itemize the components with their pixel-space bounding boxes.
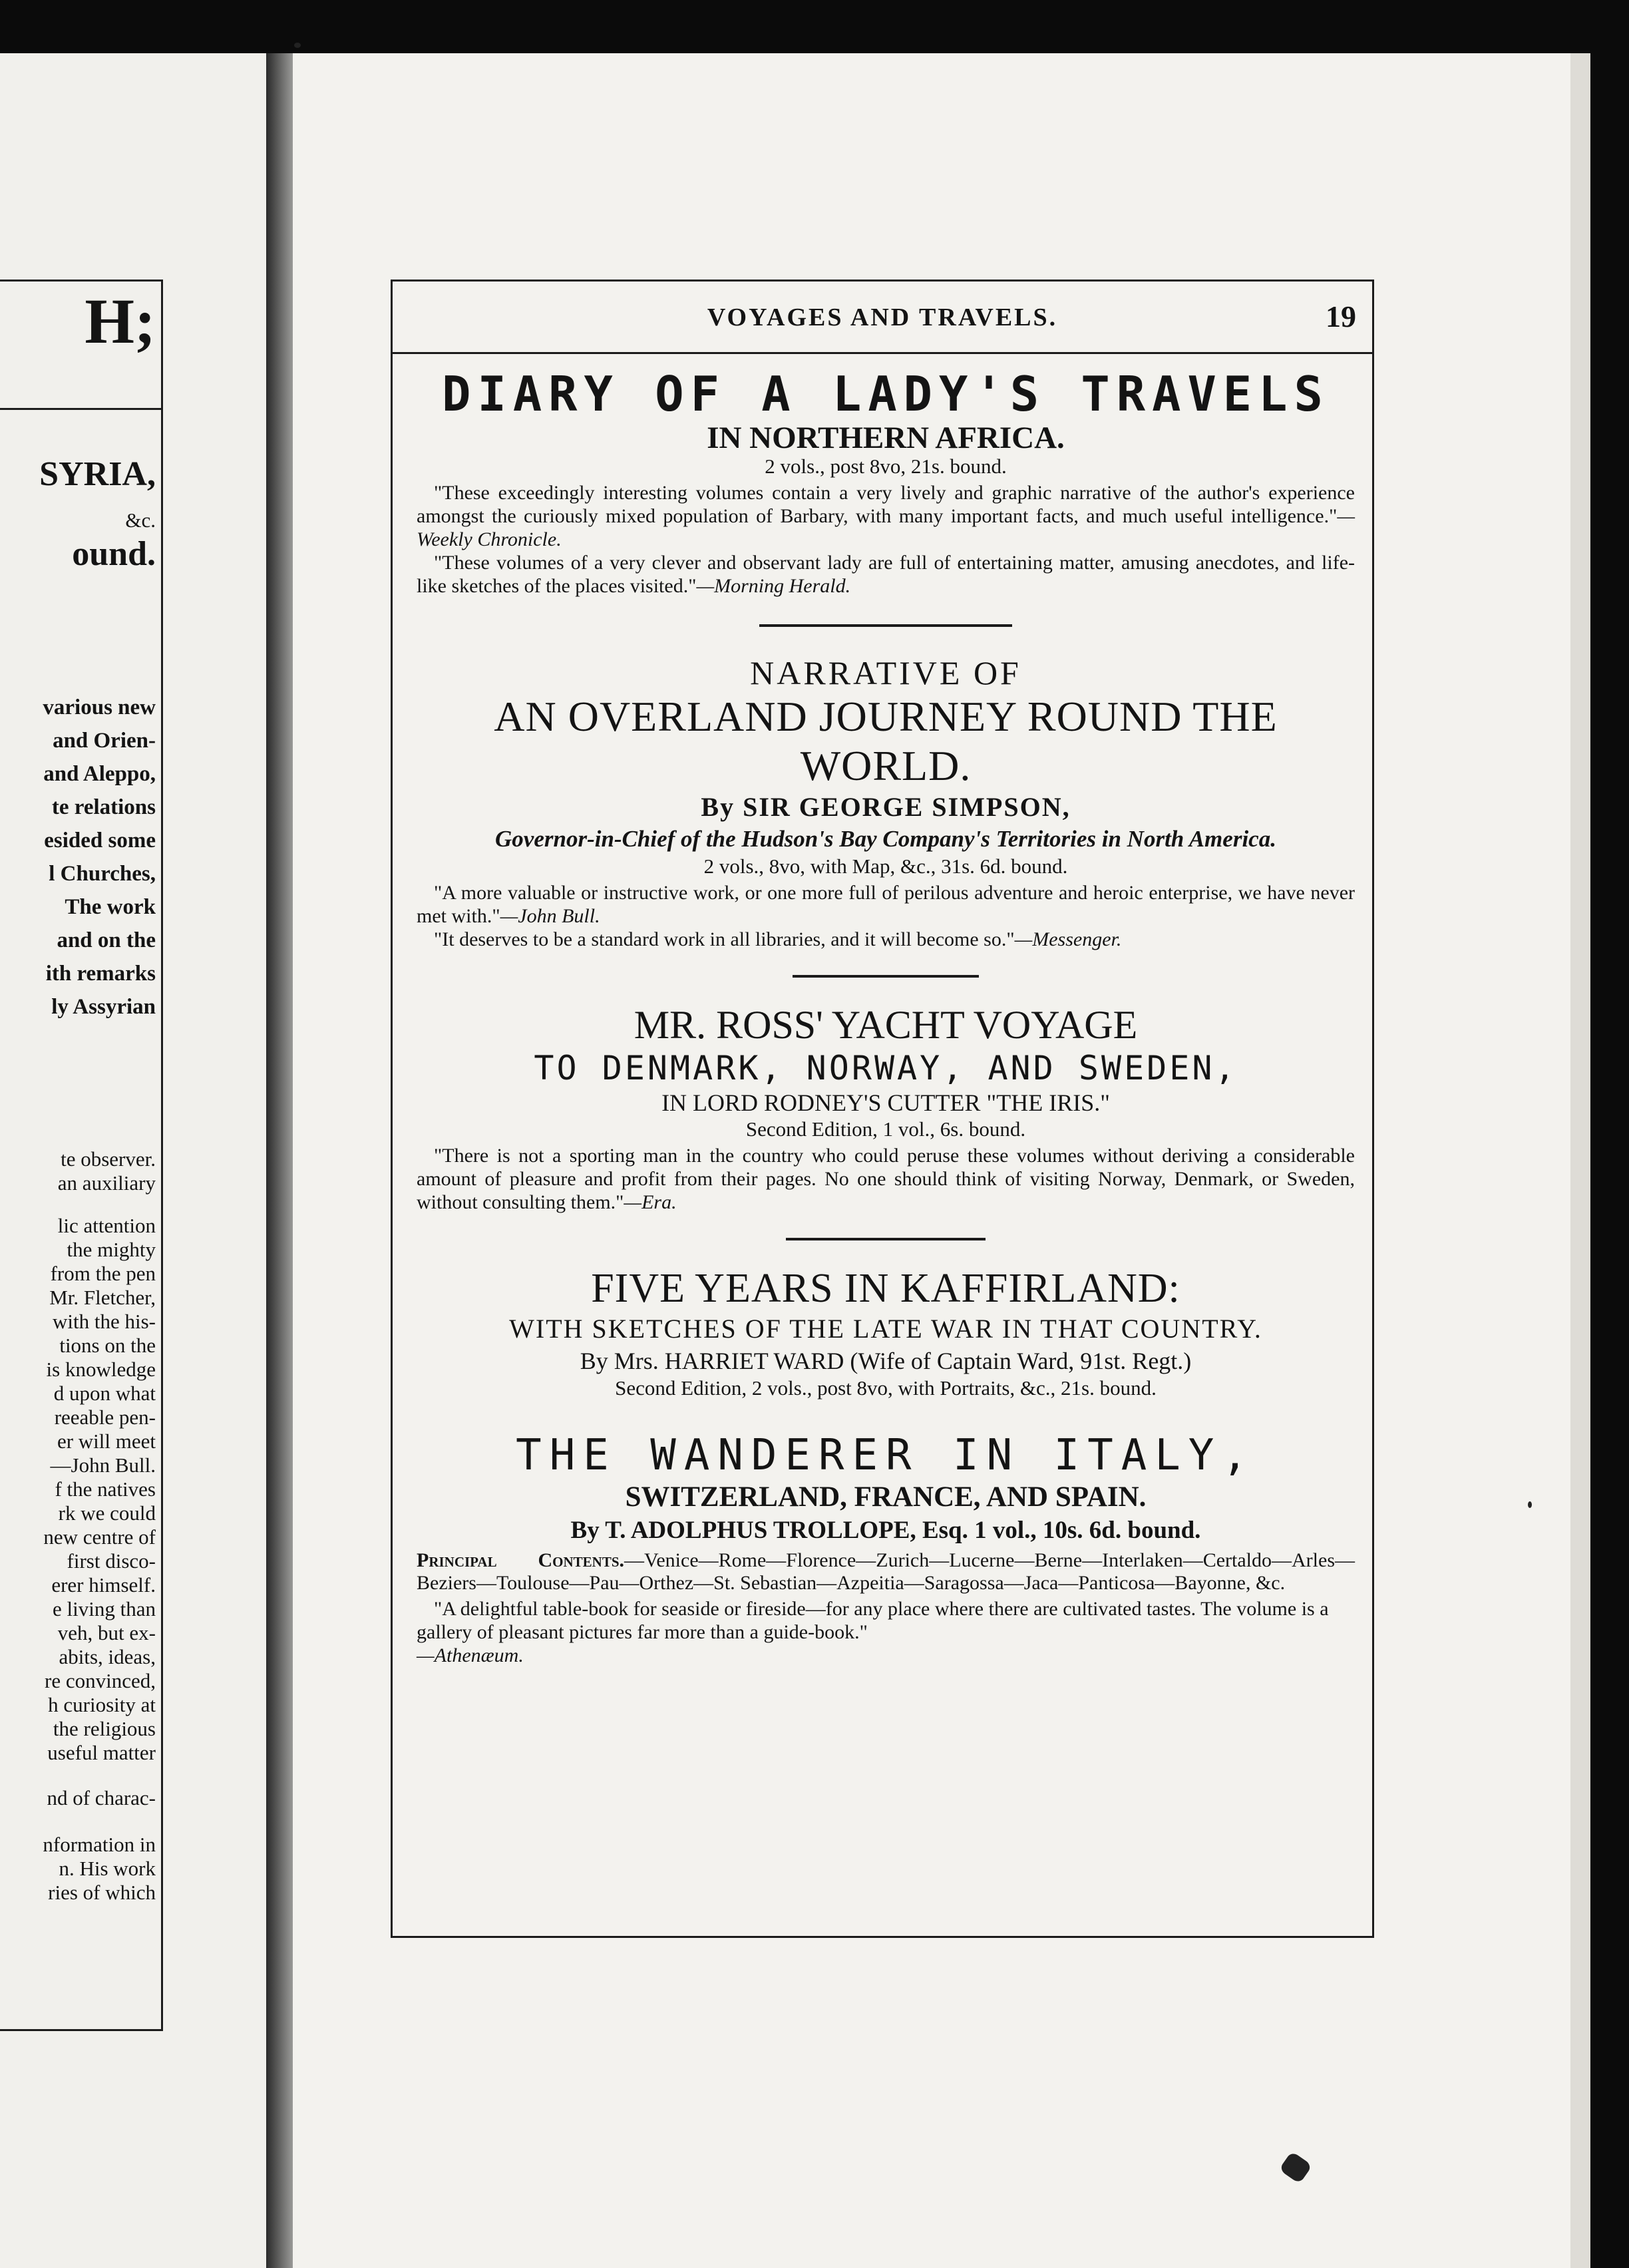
previous-page-line: rk we could (58, 1501, 156, 1525)
review-quote: "These volumes of a very clever and observant lady are full of entertaining matter, amusing anecdotes, and life-like sketches of the places visited."—Morning Herald. (417, 552, 1355, 597)
previous-page-line: and Orien- (53, 729, 156, 753)
previous-page-line: er will meet (57, 1429, 156, 1453)
page-edge (1570, 53, 1590, 2268)
entry-author: By T. ADOLPHUS TROLLOPE, Esq. 1 vol., 10s. 6d. bound. (570, 1517, 1201, 1544)
previous-page-line: H; (85, 285, 156, 357)
previous-page-line: d upon what (53, 1382, 156, 1405)
previous-page-line: nd of charac- (47, 1786, 156, 1809)
page-number: 19 (1326, 299, 1356, 333)
previous-page-line: an auxiliary (57, 1171, 156, 1195)
previous-page-line: esided some (44, 829, 156, 852)
entry-contents: Principal Contents.—Venice—Rome—Florence—Zurich—Lucerne—Berne—Interlaken—Certaldo—Arles—Beziers—Toulouse—Pau—Orthez—St. Sebastian—Azpeitia—Saragossa—Jaca—Panticosa—Bayonne, &c. (417, 1549, 1355, 1594)
book-spine-shadow (266, 53, 293, 2268)
ink-smudge (1279, 2151, 1313, 2184)
previous-page-frame (0, 280, 163, 2031)
entry-pretitle: NARRATIVE OF (750, 654, 1021, 691)
previous-page-line: tions on the (59, 1334, 156, 1357)
entry-details: Second Edition, 2 vols., post 8vo, with Portraits, &c., 21s. bound. (615, 1376, 1157, 1400)
entry-details: 2 vols., post 8vo, 21s. bound. (765, 455, 1007, 478)
previous-page-line: ly Assyrian (51, 995, 156, 1019)
previous-page (0, 53, 266, 2268)
section-separator (786, 1238, 986, 1240)
entry-subtitle: TO DENMARK, NORWAY, AND SWEDEN, (534, 1049, 1238, 1087)
previous-page-line: various new (43, 695, 156, 719)
entry-subtitle: WITH SKETCHES OF THE LATE WAR IN THAT COUNTRY. (509, 1314, 1262, 1344)
entry-title: FIVE YEARS IN KAFFIRLAND: (591, 1266, 1180, 1311)
previous-page-line: Mr. Fletcher, (49, 1286, 156, 1309)
entry-subtitle-2: IN LORD RODNEY'S CUTTER "THE IRIS." (661, 1089, 1110, 1116)
previous-page-line: the mighty (67, 1238, 156, 1261)
previous-page-header-rule (0, 408, 161, 410)
review-quote: "A more valuable or instructive work, or one more full of perilous adventure and heroic enterprise, we have never met with."—John Bull. (417, 882, 1355, 927)
previous-page-line: new centre of (43, 1525, 156, 1549)
review-quote: "It deserves to be a standard work in all libraries, and it will become so."—Messenger. (434, 928, 1122, 950)
previous-page-line: te observer. (61, 1147, 156, 1171)
running-title: VOYAGES AND TRAVELS. (707, 303, 1058, 331)
previous-page-line: and on the (57, 928, 156, 952)
previous-page-line: l Churches, (49, 862, 156, 886)
entry-overland-journey (417, 654, 1355, 951)
entry-kaffirland (417, 1264, 1355, 1400)
section-separator (793, 975, 979, 978)
previous-page-line: h curiosity at (48, 1693, 156, 1716)
entry-subtitle: IN NORTHERN AFRICA. (707, 421, 1065, 455)
entry-title: AN OVERLAND JOURNEY ROUND THE WORLD. (494, 693, 1278, 789)
entry-yacht-voyage (417, 1002, 1355, 1214)
ink-speck (1528, 1501, 1532, 1508)
previous-page-line: n. His work (59, 1857, 156, 1880)
previous-page-line: nformation in (43, 1833, 156, 1856)
entry-details: Second Edition, 1 vol., 6s. bound. (745, 1117, 1026, 1141)
previous-page-line: lic attention (57, 1214, 156, 1237)
section-separator (759, 624, 1012, 627)
ink-speck (294, 43, 301, 48)
entry-subtitle: SWITZERLAND, FRANCE, AND SPAIN. (625, 1481, 1147, 1513)
book-page (293, 53, 1570, 2268)
running-head (393, 282, 1372, 354)
previous-page-line: veh, but ex- (57, 1621, 156, 1644)
previous-page-line: reeable pen- (54, 1406, 156, 1429)
previous-page-line: ith remarks (45, 962, 156, 986)
entry-title: DIARY OF A LADY'S TRAVELS (442, 366, 1330, 422)
entry-author: By Mrs. HARRIET WARD (Wife of Captain Ward, 91st. Regt.) (580, 1348, 1192, 1374)
entry-author-note: Governor-in-Chief of the Hudson's Bay Company's Territories in North America. (495, 826, 1276, 852)
previous-page-line: The work (65, 895, 156, 919)
previous-page-line: from the pen (50, 1262, 156, 1285)
previous-page-line: f the natives (55, 1477, 156, 1501)
previous-page-line: &c. (125, 508, 156, 532)
entry-title: MR. ROSS' YACHT VOYAGE (634, 1003, 1138, 1047)
previous-page-line: is knowledge (46, 1358, 156, 1381)
previous-page-line: with the his- (53, 1310, 156, 1333)
review-quote: "These exceedingly interesting volumes contain a very lively and graphic narrative of the author's experience amongst the curiously mixed population of Barbary, with many important facts, and much useful intelligence."—Weekly Chronicle. (417, 482, 1355, 550)
previous-page-line: e living than (53, 1597, 156, 1620)
previous-page-line: re convinced, (45, 1669, 156, 1692)
previous-page-line: —John Bull. (50, 1453, 156, 1477)
entry-diary-lady-travels (417, 367, 1355, 598)
previous-page-line: abits, ideas, (59, 1645, 156, 1668)
previous-page-line: ound. (72, 535, 156, 573)
contents-label: Principal Contents. (417, 1549, 625, 1571)
review-quote: "There is not a sporting man in the country who could peruse these volumes without deriving a considerable amount of pleasure and profit from their pages. No one should think of visiting Norway, Denmark, or Sweden, without consulting them."—Era. (417, 1145, 1355, 1213)
previous-page-line: the religious (53, 1717, 156, 1740)
previous-page-line: erer himself. (51, 1573, 156, 1597)
previous-page-line: and Aleppo, (43, 762, 156, 786)
previous-page-line: first disco- (67, 1549, 156, 1573)
advertisement-frame (391, 280, 1374, 1938)
previous-page-line: ries of which (48, 1881, 156, 1904)
page-content (417, 360, 1355, 1667)
entry-details: 2 vols., 8vo, with Map, &c., 31s. 6d. bound. (703, 854, 1068, 878)
entry-title: THE WANDERER IN ITALY, (516, 1431, 1256, 1480)
previous-page-line: SYRIA, (39, 455, 156, 493)
review-quote: "A delightful table-book for seaside or fireside—for any place where there are cultivated tastes. The volume is a gallery of pleasant pictures far more than a guide-book." —Athenæum. (417, 1598, 1329, 1666)
entry-wanderer-italy (417, 1431, 1355, 1667)
previous-page-line: te relations (51, 795, 156, 819)
previous-page-line: useful matter (47, 1741, 156, 1764)
entry-author: By SIR GEORGE SIMPSON, (701, 792, 1071, 822)
